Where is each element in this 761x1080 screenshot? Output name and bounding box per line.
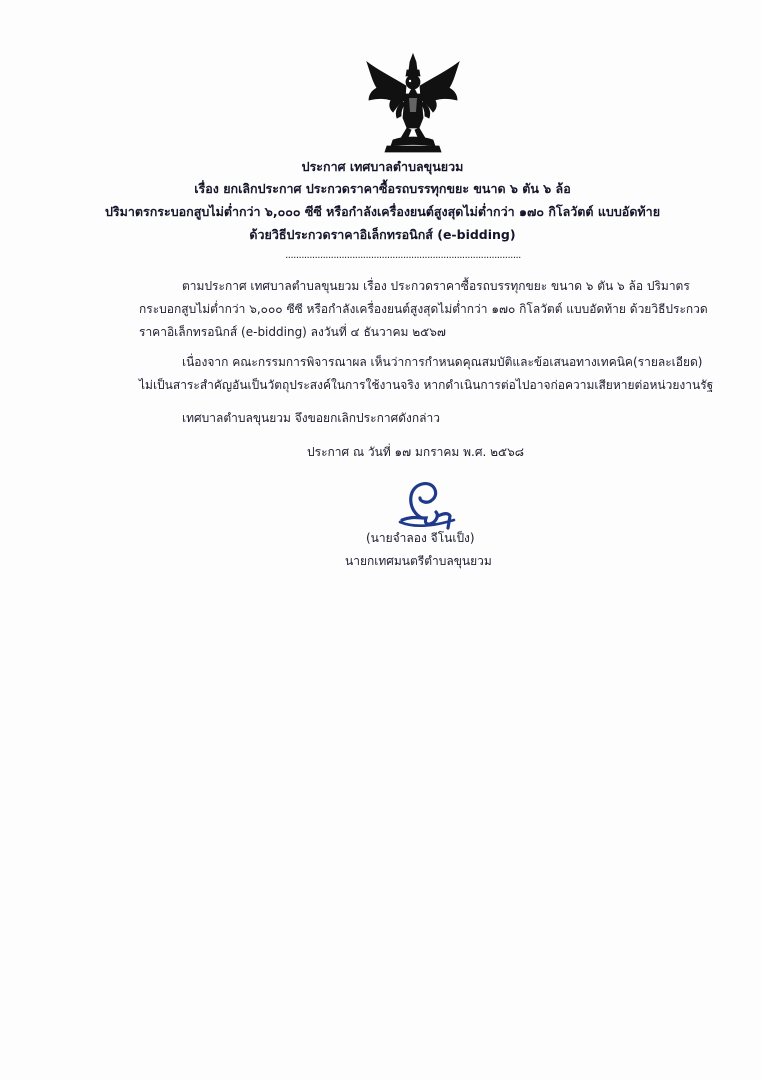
subject-line-3: ด้วยวิธีประกวดราคาอิเล็กทรอนิกส์ (e-bidding) [249,227,516,242]
garuda-emblem-icon [363,52,463,156]
paragraph-3: เทศบาลตำบลขุนยวม จึงขอยกเลิกประกาศดังกล่าว [182,411,440,425]
signatory-position: นายกเทศมนตรีตำบลขุนยวม [345,554,492,568]
paragraph-2-line-2: ไม่เป็นสาระสำคัญอันเป็นวัตถุประสงค์ในการใช้งานจริง หากดำเนินการต่อไปอาจก่อความเสียหายต่อหน่วยงานรัฐ [139,378,714,392]
announcement-title: ประกาศ เทศบาลตำบลขุนยวม [301,159,464,174]
paragraph-1-line-3: ราคาอิเล็กทรอนิกส์ (e-bidding) ลงวันที่ ๔ ธันวาคม ๒๕๖๗ [139,325,446,339]
header-divider: ........................................................................................ [285,250,521,261]
announcement-date: ประกาศ ณ วันที่ ๑๗ มกราคม พ.ศ. ๒๕๖๘ [307,445,524,459]
paragraph-2-line-1: เนื่องจาก คณะกรรมการพิจารณาผล เห็นว่าการกำหนดคุณสมบัติและข้อเสนอทางเทคนิค(รายละเอียด) [182,355,703,369]
paragraph-1-line-2: กระบอกสูบไม่ต่ำกว่า ๖,๐๐๐ ซีซี หรือกำลังเครื่องยนต์สูงสุดไม่ต่ำกว่า ๑๗๐ กิโลวัตต์ แบบอัดท้าย ด้วยวิธีประกวด [139,302,708,316]
handwritten-signature [394,478,464,532]
subject-line: เรื่อง ยกเลิกประกาศ ประกวดราคาซื้อรถบรรทุกขยะ ขนาด ๖ ตัน ๖ ล้อ [194,181,571,196]
subject-line-2: ปริมาตรกระบอกสูบไม่ต่ำกว่า ๖,๐๐๐ ซีซี หรือกำลังเครื่องยนต์สูงสุดไม่ต่ำกว่า ๑๗๐ กิโลวัตต์ แบบอัดท้าย [104,204,661,219]
paragraph-1-line-1: ตามประกาศ เทศบาลตำบลขุนยวม เรื่อง ประกวดราคาซื้อรถบรรทุกขยะ ขนาด ๖ ตัน ๖ ล้อ ปริมาตร [182,279,690,293]
signatory-name: (นายจำลอง จีโนเป็ง) [366,531,475,545]
